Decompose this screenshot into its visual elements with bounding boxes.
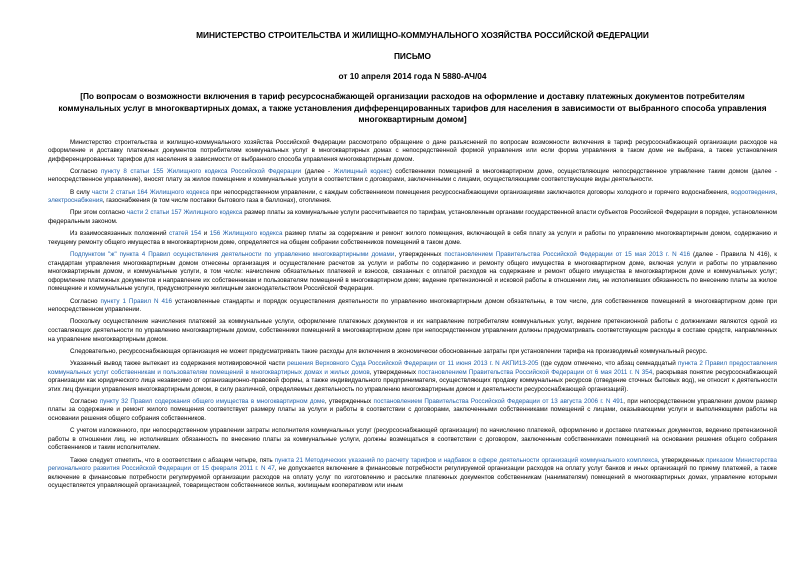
paragraph-text: (далее - (301, 167, 334, 175)
paragraph-text: Согласно (70, 167, 101, 175)
paragraph-text: (далее - Правила N 416), к стандартам управления многоквартирным домом отнесены организация и осуществление расчетов за услуги и работы по содержанию и ремонту общего имущества в многоквартирном доме, включая услуги и работы по управлению многоквартирным домом, и коммунальные услуги, в том числе: начисление обязательных платежей и взносов, связанных с оплатой расходов на содержание и ремонт общего имущества в многоквартирном доме и коммунальных услуг; оформление платежных документов и направление их собственникам и пользователям помещений в многоквартирном доме; ведение претензионной и исковой работы в отношении лиц, не исполнивших обязанность по внесению платы за жилое помещение и коммунальные услуги, предусмотренную жилищным законодательством Российской Федерации. (48, 251, 778, 293)
paragraph-text: С учетом изложенного, при непосредственном управлении затраты исполнителя коммунальных услуг (ресурсоснабжающей организации) по начислению платежей, оформлению и доставке платежных документов, ведению претензионной работы в отношении лиц, не исполнивших обязанность по внесению платы за коммунальные услуги, должны возмещаться в соответствии с договором, заключенным собственниками помещений на основании решения общего собрания собственников и таким исполнителем. (48, 427, 777, 452)
paragraph-text: установленные стандарты и порядок осуществления деятельности по управлению многоквартирным домом обязательны, в том числе, для собственников помещений в многоквартирном доме при непосредственном управлении. (48, 297, 777, 314)
body-paragraph (48, 139, 777, 165)
legal-reference-link[interactable]: электроснабжения (48, 197, 103, 205)
legal-reference-link[interactable]: постановлением Правительства Российской Федерации от 15 мая 2013 г. N 416 (444, 251, 691, 258)
paragraph-text: , утвержденных (657, 456, 706, 464)
paragraph-text: , утвержденных (394, 251, 445, 258)
body-paragraph (48, 318, 777, 344)
paragraph-text: , утвержденных (369, 368, 419, 376)
legal-reference-link[interactable]: 156 Жилищного кодекса (209, 230, 283, 238)
paragraph-text: , (775, 188, 777, 196)
legal-reference-link[interactable]: пункту 1 Правил N 416 (100, 297, 173, 305)
paragraph-text: , утвержденных (324, 397, 374, 405)
paragraph-text: Согласно (70, 297, 101, 305)
paragraph-text: Министерство строительства и жилищно-коммунального хозяйства Российской Федерации рассмотрело обращение о даче разъяснений по вопросам возможности включения в тариф ресурсоснабжающей организации расходов на оформление и доставку платежных документов потребителям коммунальных услуг в многоквартирных домах с непосредственной формой управления или если форма управления в таком доме не выбрана, а также установления дифференцированных тарифов для населения в зависимости от выбранного способа управления многоквартирным домом. (48, 138, 777, 163)
legal-reference-link[interactable]: водоотведения (730, 188, 776, 196)
body-paragraph (48, 360, 777, 394)
paragraph-text: Указанный вывод также вытекает из содержания мотивировочной части (70, 359, 288, 367)
paragraph-text: Из взаимосвязанных положений (70, 230, 169, 238)
legal-reference-link[interactable]: постановлением Правительства Российской Федерации от 6 мая 2011 г. N 354 (418, 368, 653, 376)
document-body (48, 139, 777, 492)
paragraph-text: Согласно (70, 397, 100, 405)
body-paragraph (48, 230, 777, 247)
body-paragraph (48, 298, 777, 315)
paragraph-text: При этом согласно (70, 209, 127, 217)
body-paragraph (48, 398, 777, 424)
legal-reference-link[interactable]: пункта 2 Правил предоставления коммунальных услуг собственникам и пользователям помещений в многоквартирных домах и жилых домов (48, 359, 777, 376)
document-type: ПИСЬМО (393, 51, 432, 61)
paragraph-text: и (201, 230, 210, 238)
paragraph-text: , газоснабжения (в том числе поставки бытового газа в баллонах), отопления. (102, 197, 332, 205)
paragraph-text: размер платы за коммунальные услуги рассчитывается по тарифам, установленным органами государственной власти субъектов Российской Федерации в порядке, установленном федеральным законом. (48, 209, 777, 226)
paragraph-text: , раскрывая понятие ресурсоснабжающей организации как юридического лица независимо от организационно-правовой формы, а также индивидуального предпринимателя, осуществляющих продажу коммунальных ресурсов (отведение сточных бытовых вод), не относит к деятельности этих лиц функции управления многоквартирным домом, в силу различной, определяемых деятельность по управлению многоквартирным домом и деятельности ресурсоснабжающей организаций). (48, 368, 777, 393)
paragraph-text: (где судом отмечено, что абзац семнадцатый (538, 359, 679, 367)
body-paragraph (48, 251, 777, 294)
legal-reference-link[interactable]: решения Верховного Суда Российской Федерации от 11 июня 2013 г. N АКПИ13-205 (287, 359, 539, 367)
body-paragraph (48, 209, 777, 226)
document-date: от 10 апреля 2014 года N 5880-АЧ/04 (338, 71, 487, 81)
body-paragraph (48, 348, 777, 357)
body-paragraph (48, 168, 777, 185)
document-title: [По вопросам о возможности включения в тариф ресурсоснабжающей организации расходов на оформление и доставку платежных документов потребителям коммунальных услуг в многоквартирных домах, а также установления дифференцированных тарифов для населения в зависимости от выбранного способа управления многоквартирным домом] (58, 91, 767, 124)
legal-reference-link[interactable]: части 2 статьи 157 Жилищного кодекса (126, 209, 243, 217)
legal-reference-link[interactable]: Подпунктом "ж" пункта 4 Правил осуществления деятельности по управлению многоквартирными домами (70, 251, 395, 258)
legal-reference-link[interactable]: пункта 21 Методических указаний по расчету тарифов и надбавок в сфере деятельности организаций коммунального комплекса (274, 456, 658, 464)
legal-reference-link[interactable]: приказом Министерства регионального развития Российской Федерации от 15 февраля 2011 г. N 47 (48, 456, 777, 473)
legal-reference-link[interactable]: Жилищный кодекс (333, 167, 390, 175)
body-paragraph (48, 427, 777, 453)
paragraph-text: , не допускается включение в финансовые потребности регулируемой организации расходов на оплату услуг банков и иных организаций по приему платежей, а также включение в финансовые потребности регулируемой организации расходов на оплату услуг по изготовлению и рассылке платежных документов собственникам (нанимателям) помещений в многоквартирных домах, управление которыми осуществляется управляющей организацией, товариществом собственников жилья, жилищным кооперативом или иным (48, 465, 777, 490)
paragraph-text: Следовательно, ресурсоснабжающая организация не может предусматривать такие расходы для включения в экономически обоснованные затраты при установлении тарифа на производимый коммунальный ресурс. (70, 347, 708, 355)
paragraph-text: при непосредственном управлении, с каждым собственником помещения ресурсоснабжающими организациями заключаются договоры холодного и горячего водоснабжения, (209, 188, 731, 196)
paragraph-text: Также следует отметить, что в соответствии с абзацем четыре, пять (70, 456, 275, 464)
legal-reference-link[interactable]: части 2 статьи 164 Жилищного кодекса (91, 188, 210, 196)
legal-reference-link[interactable]: статей 154 (169, 230, 202, 238)
paragraph-text: Поскольку осуществление начисления платежей за коммунальные услуги, оформление платежных документов и их направление потребителям коммунальных услуг, ведение претензионной работы с должниками являются одной из составляющих деятельности по управлению многоквартирным домом, собственники помещений в многоквартирном доме при непосредственном управлении должны предусматривать соответствующие расходы в составе средств, направленных на управление многоквартирным домом. (48, 318, 777, 343)
body-paragraph (48, 189, 777, 206)
legal-reference-link[interactable]: пункту 8 статьи 155 Жилищного кодекса Российской Федерации (100, 167, 302, 175)
issuing-authority: МИНИСТЕРСТВО СТРОИТЕЛЬСТВА И ЖИЛИЩНО-КОММУНАЛЬНОГО ХОЗЯЙСТВА РОССИЙСКОЙ ФЕДЕРАЦИИ (196, 30, 649, 40)
body-paragraph (48, 457, 777, 491)
paragraph-text: В силу (70, 188, 92, 196)
legal-reference-link[interactable]: постановлением Правительства Российской Федерации от 13 августа 2006 г. N 491 (373, 397, 624, 405)
paragraph-text: , при непосредственном управлении домом размер платы за содержание и ремонт жилого помещения соответствует размеру платы за услуги и работы в соответствии с договорами, заключенными собственниками помещений с лицами, оказывающими услуги и выполняющими работы на основании решения общего собрания собственников. (48, 397, 778, 423)
legal-reference-link[interactable]: пункту 32 Правил содержания общего имущества в многоквартирном доме (99, 397, 325, 405)
paragraph-text: размер платы за содержание и ремонт жилого помещения, включающей в себя плату за услуги и работы по управлению многоквартирным домом, содержанию и текущему ремонту общего имущества в многоквартирном доме, определяется на общем собрании собственников помещений в таком доме. (48, 230, 777, 246)
paragraph-text: ) собственники помещений в многоквартирном доме, осуществляющие непосредственное управление таким домом (далее - непосредственное управление), вносят плату за жилое помещение и коммунальные услуги в соответствии с договорами, заключенными с лицами, осуществляющими соответствующие виды деятельности. (48, 167, 778, 184)
